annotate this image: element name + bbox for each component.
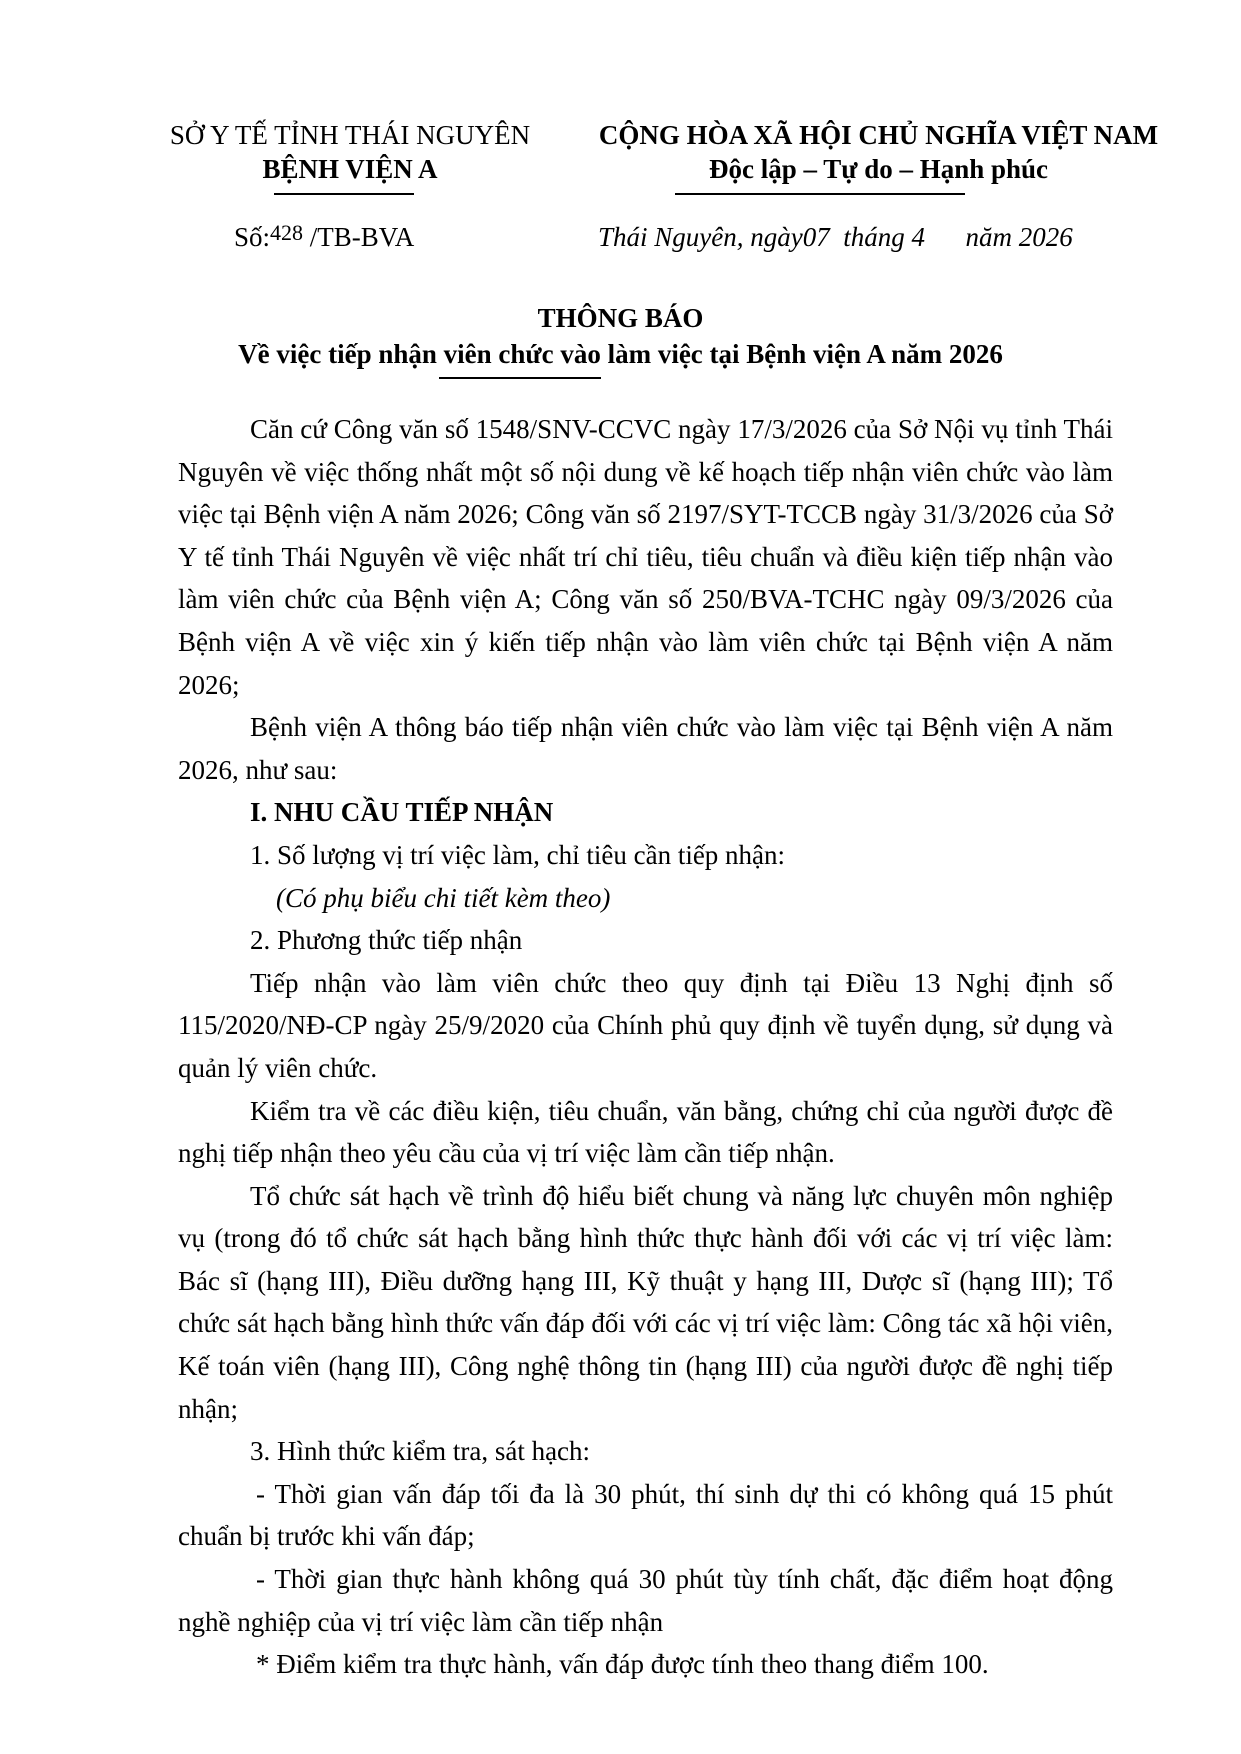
doc-no-suffix: /TB-BVA	[303, 222, 415, 252]
doc-no-prefix: Số:	[234, 222, 271, 252]
body-paragraph: Tiếp nhận vào làm viên chức theo quy định tại Điều 13 Nghị định số 115/2020/NĐ-CP ngày 25/9/2020 của Chính phủ quy định về tuyển dụng, sử dụng và quản lý viên chức.	[178, 967, 1113, 1083]
scoring-note: * Điểm kiểm tra thực hành, vấn đáp được tính theo thang điểm 100.	[256, 1649, 989, 1680]
national-motto: Độc lập – Tự do – Hạnh phúc	[708, 154, 1049, 184]
doc-no-value: 428	[270, 220, 304, 245]
announcement-paragraph: Bệnh viện A thông báo tiếp nhận viên chức vào làm việc tại Bệnh viện A năm 2026, như sau:	[178, 712, 1113, 785]
document-body	[178, 408, 1113, 1686]
legal-basis-paragraph: Căn cứ Công văn số 1548/SNV-CCVC ngày 17/3/2026 của Sở Nội vụ tỉnh Thái Nguyên về việc thống nhất một số nội dung về kế hoạch tiếp nhận viên chức vào làm việc tại Bệnh viện A năm 2026; Công văn số 2197/SYT-TCCB ngày 31/3/2026 của Sở Y tế tỉnh Thái Nguyên về việc nhất trí chỉ tiêu, tiêu chuẩn và điều kiện tiếp nhận vào làm viên chức của Bệnh viện A; Công văn số 250/BVA-TCHC ngày 09/3/2026 của Bệnh viện A về việc xin ý kiến tiếp nhận vào làm viên chức tại Bệnh viện A năm 2026;	[178, 414, 1113, 700]
issuing-authority	[150, 118, 550, 186]
unit-underline	[274, 193, 414, 195]
list-item: 2. Phương thức tiếp nhận	[250, 925, 523, 956]
body-paragraph: Kiểm tra về các điều kiện, tiêu chuẩn, văn bằng, chứng chỉ của người được đề nghị tiếp nhận theo yêu cầu của vị trí việc làm cần tiếp nhận.	[178, 1095, 1113, 1169]
nation-name: CỘNG HÒA XÃ HỘI CHỦ NGHĨA VIỆT NAM	[598, 120, 1159, 150]
body-paragraph: Tổ chức sát hạch về trình độ hiểu biết chung và năng lực chuyên môn nghiệp vụ (trong đó tổ chức sát hạch bằng hình thức thực hành đối với các vị trí việc làm: Bác sĩ (hạng III), Điều dưỡng hạng III, Kỹ thuật y hạng III, Dược sĩ (hạng III); Tổ chức sát hạch bằng hình thức vấn đáp đối với các vị trí việc làm: Công tác xã hội viên, Kế toán viên (hạng III), Công nghệ thông tin (hạng III) của người được đề nghị tiếp nhận;	[178, 1180, 1113, 1424]
national-heading	[566, 118, 1191, 186]
unit-name: BỆNH VIỆN A	[262, 154, 438, 184]
motto-underline	[675, 193, 965, 195]
document-title: THÔNG BÁO	[537, 303, 704, 333]
place-and-date: Thái Nguyên, ngày07 tháng 4 năm 2026	[598, 222, 1073, 252]
agency-name: SỞ Y TẾ TỈNH THÁI NGUYÊN	[169, 120, 531, 150]
dash-item: - Thời gian vấn đáp tối đa là 30 phút, thí sinh dự thi có không quá 15 phút chuẩn bị trước khi vấn đáp;	[178, 1478, 1113, 1552]
dash-item: - Thời gian thực hành không quá 30 phút tùy tính chất, đặc điểm hoạt động nghề nghiệp của vị trí việc làm cần tiếp nhận	[178, 1564, 1113, 1637]
title-underline	[439, 377, 601, 379]
list-item: 1. Số lượng vị trí việc làm, chỉ tiêu cần tiếp nhận:	[250, 839, 786, 870]
list-item: 3. Hình thức kiểm tra, sát hạch:	[250, 1436, 591, 1467]
document-number	[234, 220, 414, 254]
section-heading: I. NHU CẦU TIẾP NHẬN	[250, 797, 554, 828]
appendix-note: (Có phụ biểu chi tiết kèm theo)	[276, 882, 611, 913]
document-subtitle: Về việc tiếp nhận viên chức vào làm việc tại Bệnh viện A năm 2026	[238, 339, 1003, 369]
